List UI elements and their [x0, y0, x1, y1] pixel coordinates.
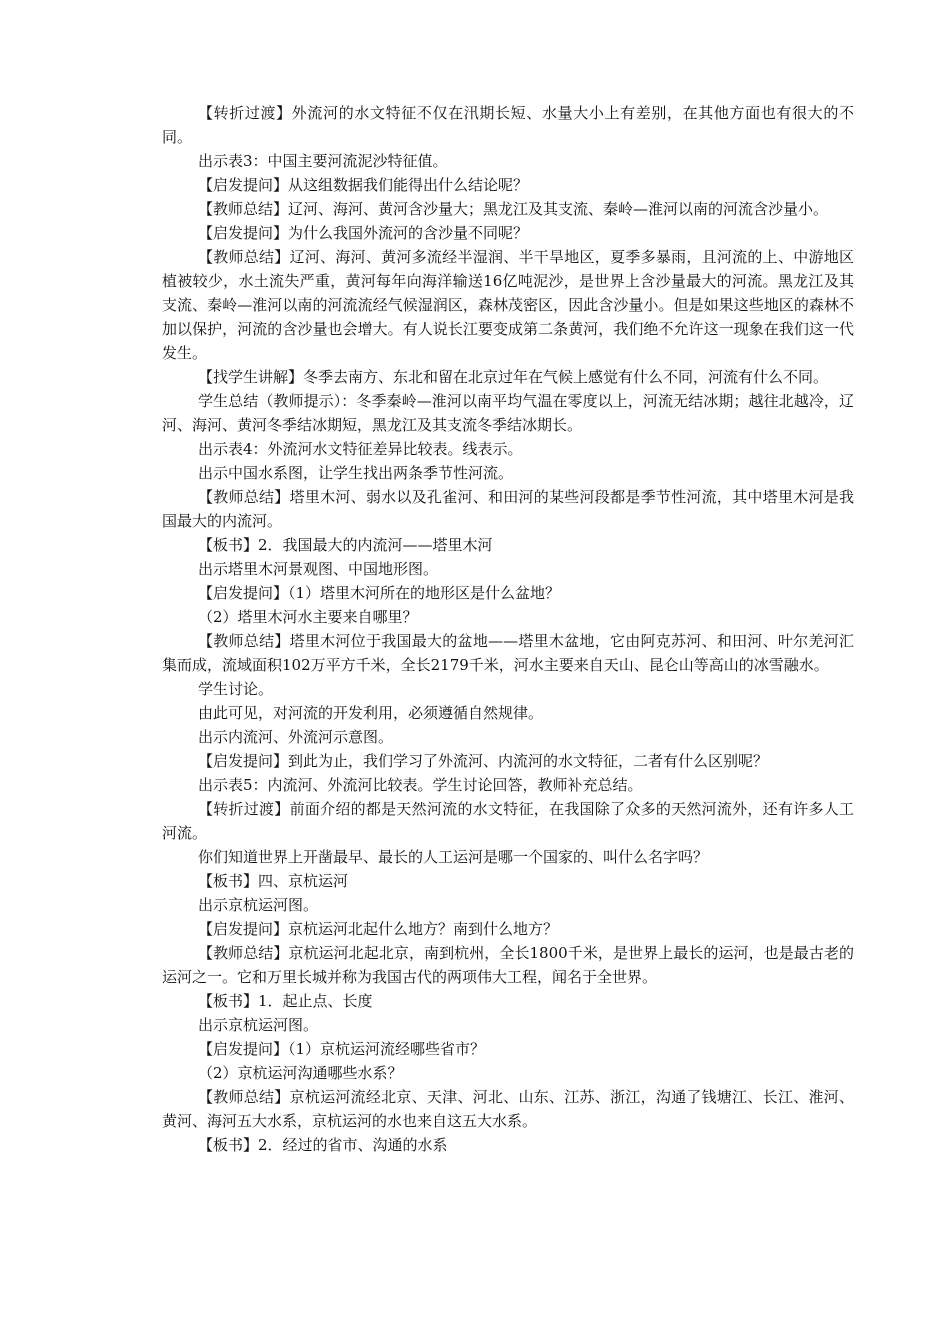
paragraph: （2）京杭运河沟通哪些水系？ — [198, 1064, 403, 1082]
paragraph: 【教师总结】塔里木河、弱水以及孔雀河、和田河的某些河段都是季节性河流，其中塔里木河是我国最大的内流河。 — [162, 488, 854, 530]
paragraph: 【转折过渡】前面介绍的都是天然河流的水文特征，在我国除了众多的天然河流外，还有许多人工河流。 — [162, 800, 854, 842]
paragraph: 【板书】1．起止点、长度 — [198, 992, 373, 1010]
paragraph: 【教师总结】辽河、海河、黄河多流经半湿润、半干旱地区，夏季多暴雨，且河流的上、中游地区植被较少，水土流失严重，黄河每年向海洋输送16亿吨泥沙，是世界上含沙量最大的河流。黑龙江及其支流、秦岭—淮河以南的河流流经气候湿润区，森林茂密区，因此含沙量小。但是如果这些地区的森林不加以保护，河流的含沙量也会增大。有人说长江要变成第二条黄河，我们绝不允许这一现象在我们这一代发生。 — [162, 248, 854, 362]
paragraph: 【启发提问】从这组数据我们能得出什么结论呢？ — [198, 176, 529, 194]
paragraph: 【启发提问】到此为止，我们学习了外流河、内流河的水文特征，二者有什么区别呢？ — [198, 752, 769, 770]
paragraph: 学生讨论。 — [198, 680, 274, 698]
paragraph: 【板书】2．经过的省市、沟通的水系 — [198, 1136, 448, 1154]
paragraph: 【启发提问】为什么我国外流河的含沙量不同呢？ — [198, 224, 529, 242]
paragraph: 出示表5：内流河、外流河比较表。学生讨论回答，教师补充总结。 — [198, 776, 643, 794]
paragraph: 【板书】四、京杭运河 — [198, 872, 349, 890]
paragraph: 出示塔里木河景观图、中国地形图。 — [198, 560, 439, 578]
paragraph: 出示内流河、外流河示意图。 — [198, 728, 394, 746]
paragraph: 学生总结（教师提示）：冬季秦岭—淮河以南平均气温在零度以上，河流无结冰期；越往北越冷，辽河、海河、黄河冬季结冰期短，黑龙江及其支流冬季结冰期长。 — [162, 392, 854, 434]
paragraph: 【启发提问】（1）京杭运河流经哪些省市？ — [198, 1040, 486, 1058]
paragraph: 出示京杭运河图。 — [198, 896, 319, 914]
paragraph: 出示表3：中国主要河流泥沙特征值。 — [198, 152, 448, 170]
paragraph: 【教师总结】京杭运河北起北京，南到杭州，全长1800千米，是世界上最长的运河，也是最古老的运河之一。它和万里长城并称为我国古代的两项伟大工程，闻名于全世界。 — [162, 944, 854, 986]
paragraph: 【教师总结】辽河、海河、黄河含沙量大；黑龙江及其支流、秦岭—淮河以南的河流含沙量小。 — [198, 200, 829, 218]
paragraph: 【板书】2．我国最大的内流河——塔里木河 — [198, 536, 493, 554]
paragraph: （2）塔里木河水主要来自哪里？ — [198, 608, 418, 626]
paragraph: 【找学生讲解】冬季去南方、东北和留在北京过年在气候上感觉有什么不同，河流有什么不同。 — [198, 368, 829, 386]
paragraph: 【启发提问】京杭运河北起什么地方？南到什么地方？ — [198, 920, 559, 938]
paragraph: 【启发提问】（1）塔里木河所在的地形区是什么盆地？ — [198, 584, 561, 602]
paragraph: 【教师总结】京杭运河流经北京、天津、河北、山东、江苏、浙江，沟通了钱塘江、长江、淮河、黄河、海河五大水系，京杭运河的水也来自这五大水系。 — [162, 1088, 854, 1130]
paragraph: 你们知道世界上开凿最早、最长的人工运河是哪一个国家的、叫什么名字吗？ — [198, 848, 709, 866]
paragraph: 出示表4：外流河水文特征差异比较表。线表示。 — [198, 440, 523, 458]
paragraph: 【转折过渡】外流河的水文特征不仅在汛期长短、水量大小上有差别，在其他方面也有很大的不同。 — [162, 104, 854, 146]
paragraph: 出示京杭运河图。 — [198, 1016, 319, 1034]
paragraph: 出示中国水系图，让学生找出两条季节性河流。 — [198, 464, 514, 482]
paragraph: 【教师总结】塔里木河位于我国最大的盆地——塔里木盆地，它由阿克苏河、和田河、叶尔羌河汇集而成，流域面积102万平方千米，全长2179千米，河水主要来自天山、昆仑山等高山的冰雪融水。 — [162, 632, 854, 674]
paragraph: 由此可见，对河流的开发利用，必须遵循自然规律。 — [198, 704, 544, 722]
